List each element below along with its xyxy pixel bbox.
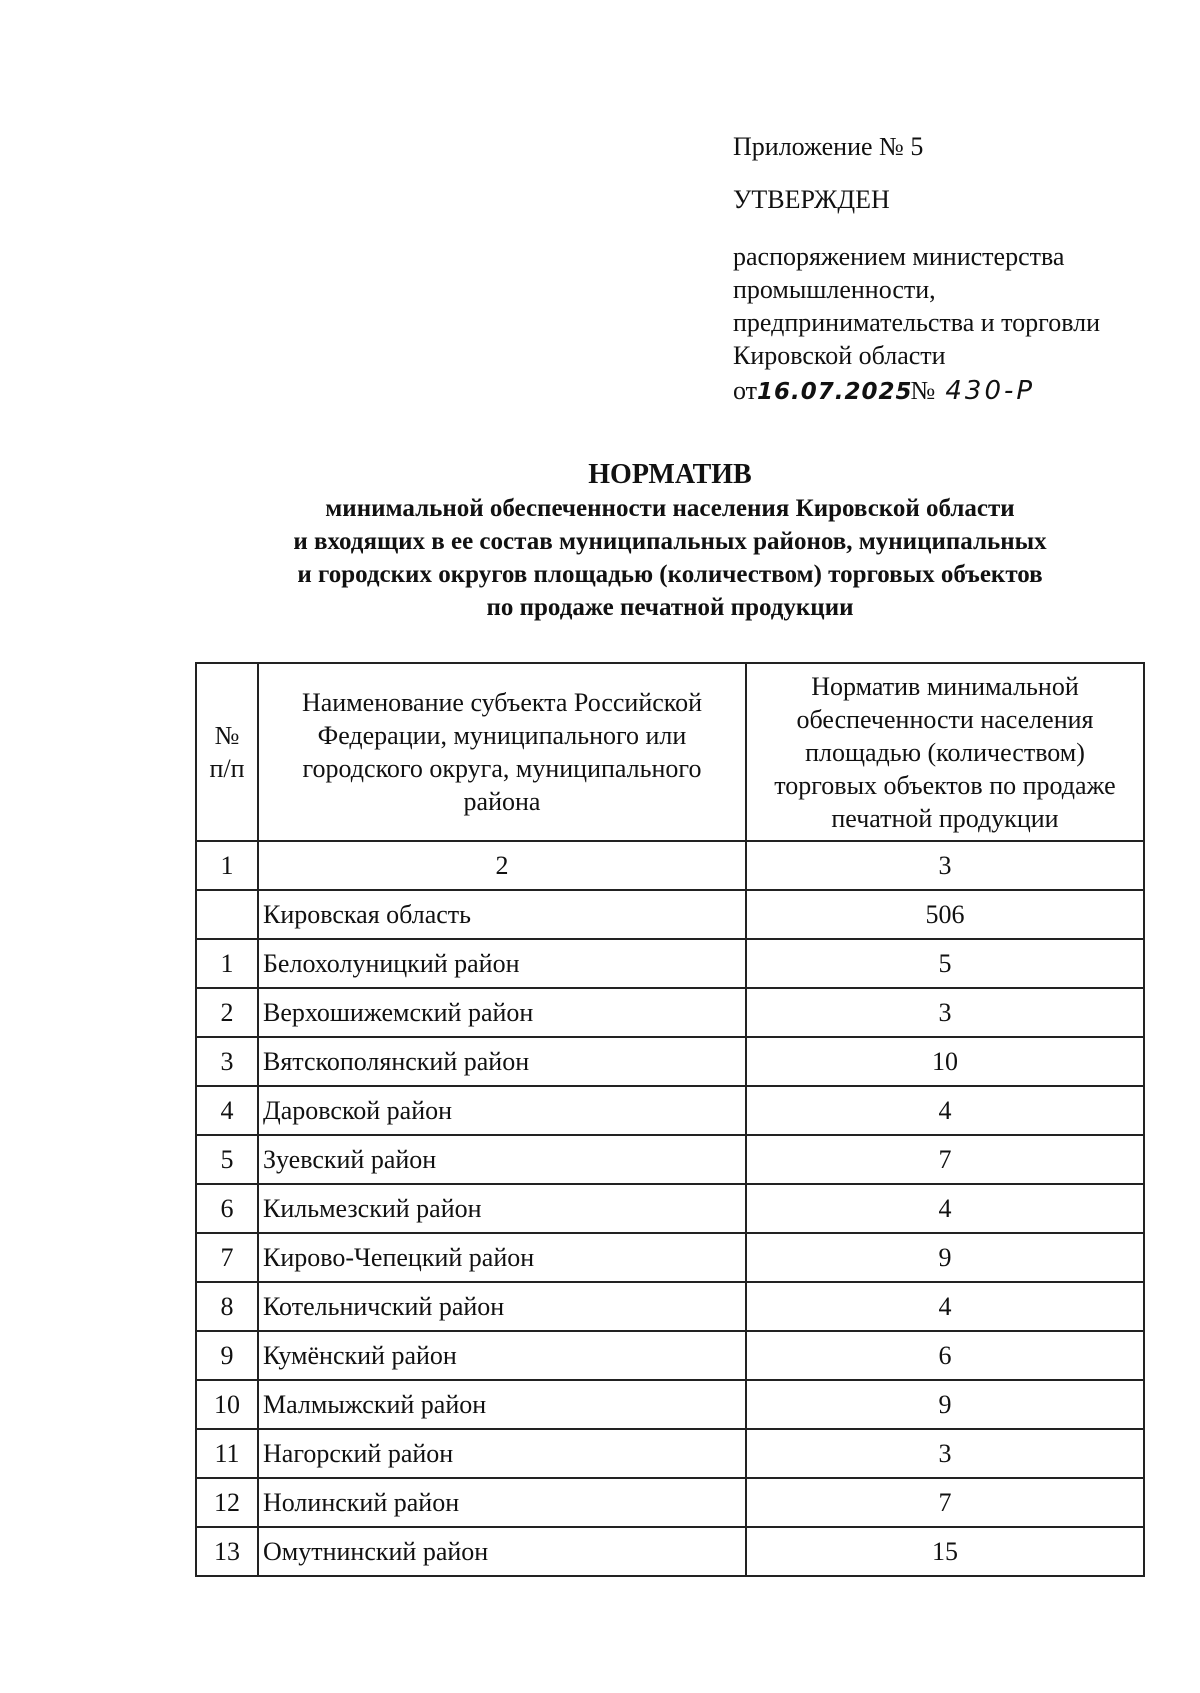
- column-index-row: [196, 841, 1144, 890]
- row-number: 5: [196, 1135, 258, 1184]
- number-sign: №: [910, 376, 936, 405]
- row-value: 9: [746, 1380, 1144, 1429]
- row-number: 3: [196, 1037, 258, 1086]
- order-line-3: предпринимательства и торговли: [733, 308, 1101, 337]
- table-row: [196, 890, 1144, 939]
- row-number: 6: [196, 1184, 258, 1233]
- row-value: 506: [746, 890, 1144, 939]
- row-value: 4: [746, 1282, 1144, 1331]
- table-row: [196, 1184, 1144, 1233]
- row-number: 1: [196, 939, 258, 988]
- header-name: Наименование субъекта Российской Федерации, муниципального или городского округа, муниципального района: [258, 663, 746, 841]
- title-main: НОРМАТИВ: [588, 459, 752, 490]
- title-line-4: по продаже печатной продукции: [486, 594, 854, 621]
- date-prefix: от: [733, 376, 758, 405]
- table-row: [196, 1478, 1144, 1527]
- title-line-1: минимальной обеспеченности населения Кировской области: [325, 495, 1015, 522]
- row-value: 3: [746, 988, 1144, 1037]
- approval-block: [733, 130, 1183, 409]
- row-name: Котельничский район: [258, 1282, 746, 1331]
- table-row: [196, 1233, 1144, 1282]
- approved-stamp-text: УТВЕРЖДЕН: [733, 185, 890, 214]
- column-index-3: 3: [746, 841, 1144, 890]
- row-number: 2: [196, 988, 258, 1037]
- row-number: 11: [196, 1429, 258, 1478]
- row-name: Нагорский район: [258, 1429, 746, 1478]
- row-name: Кировская область: [258, 890, 746, 939]
- row-number: 10: [196, 1380, 258, 1429]
- table-row: [196, 988, 1144, 1037]
- row-name: Белохолуницкий район: [258, 939, 746, 988]
- table-row: [196, 1380, 1144, 1429]
- table-row: [196, 1037, 1144, 1086]
- row-value: 5: [746, 939, 1144, 988]
- column-index-1: 1: [196, 841, 258, 890]
- row-number: 8: [196, 1282, 258, 1331]
- row-name: Зуевский район: [258, 1135, 746, 1184]
- title-line-3: и городских округов площадью (количеством) торговых объектов: [297, 561, 1043, 588]
- row-name: Верхошижемский район: [258, 988, 746, 1037]
- row-number: 4: [196, 1086, 258, 1135]
- table-row: [196, 1086, 1144, 1135]
- row-number: 9: [196, 1331, 258, 1380]
- table-row: [196, 1282, 1144, 1331]
- row-name: Нолинский район: [258, 1478, 746, 1527]
- row-name: Вятскополянский район: [258, 1037, 746, 1086]
- row-value: 7: [746, 1135, 1144, 1184]
- row-number: 12: [196, 1478, 258, 1527]
- header-value: Норматив минимальной обеспеченности населения площадью (количеством) торговых объектов по продаже печатной продукции: [746, 663, 1144, 841]
- row-name: Малмыжский район: [258, 1380, 746, 1429]
- row-value: 6: [746, 1331, 1144, 1380]
- row-value: 3: [746, 1429, 1144, 1478]
- row-name: Омутнинский район: [258, 1527, 746, 1576]
- document-title: [190, 458, 1150, 624]
- header-num: № п/п: [196, 663, 258, 841]
- row-value: 4: [746, 1184, 1144, 1233]
- order-line-4: Кировской области: [733, 341, 946, 370]
- row-name: Кильмезский район: [258, 1184, 746, 1233]
- table-header-row: [196, 663, 1144, 841]
- row-value: 15: [746, 1527, 1144, 1576]
- row-name: Кумёнский район: [258, 1331, 746, 1380]
- row-name: Кирово-Чепецкий район: [258, 1233, 746, 1282]
- title-line-2: и входящих в ее состав муниципальных районов, муниципальных: [293, 528, 1047, 555]
- order-line-2: промышленности,: [733, 275, 936, 304]
- table-row: [196, 1429, 1144, 1478]
- handwritten-number: 430-Р: [945, 376, 1036, 406]
- row-number: 7: [196, 1233, 258, 1282]
- handwritten-date: 16.07.2025: [757, 379, 913, 405]
- row-value: 9: [746, 1233, 1144, 1282]
- row-number: [196, 890, 258, 939]
- order-date-line: [733, 374, 1183, 409]
- row-value: 4: [746, 1086, 1144, 1135]
- row-value: 7: [746, 1478, 1144, 1527]
- table-row: [196, 1527, 1144, 1576]
- row-name: Даровской район: [258, 1086, 746, 1135]
- row-number: 13: [196, 1527, 258, 1576]
- order-line-1: распоряжением министерства: [733, 242, 1065, 271]
- column-index-2: 2: [258, 841, 746, 890]
- norm-table: [195, 662, 1145, 1577]
- row-value: 10: [746, 1037, 1144, 1086]
- table-row: [196, 1331, 1144, 1380]
- appendix-label: Приложение № 5: [733, 132, 924, 161]
- table-row: [196, 1135, 1144, 1184]
- table-row: [196, 939, 1144, 988]
